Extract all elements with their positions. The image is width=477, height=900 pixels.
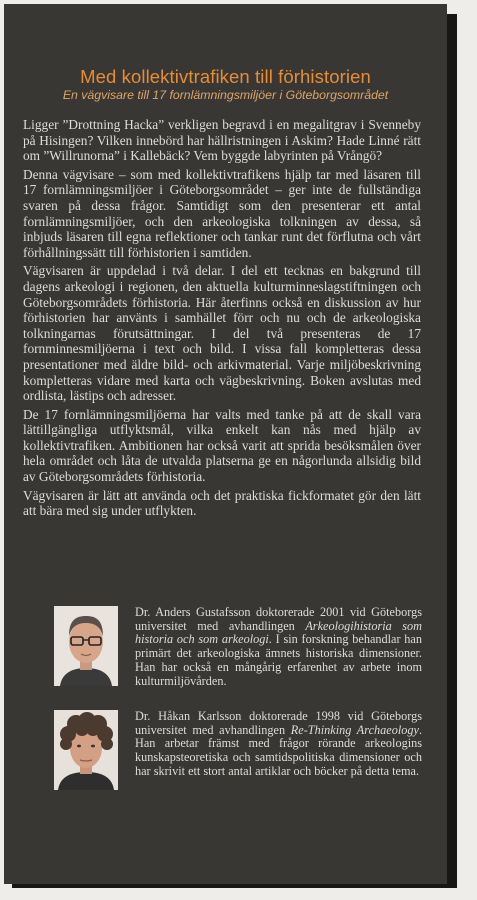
author-bio-gustafsson <box>135 606 422 688</box>
blurb-paragraph: De 17 fornlämningsmiljöerna har valts med tanke på att de skall vara lättillgängliga utflyktsmål, vilka enkelt kan nås med hjälp av kollektivtrafiken. Ambitionen har också varit att sprida besöksmålen över hela området och låta de utvalda platserna ge en någorlunda allsidig bild av Göteborgsområdets förhistoria. <box>23 406 421 485</box>
bio-text: . I sin forskning behandlar han primärt det arkeologiska ämnets historiska dimensioner. Han har också en mångårig erfarenhet av arbete inom kulturmiljövården. <box>135 632 422 688</box>
bio-text: Dr. Anders Gustafsson doktorerade 2001 vid Göteborgs universitet med avhandlingen <box>135 605 422 633</box>
book-title: Med kollektivtrafiken till förhistorien <box>80 66 371 87</box>
dissertation-title: Re-Thinking Archaeology <box>290 722 419 737</box>
author-block-karlsson <box>54 710 424 805</box>
author-block-gustafsson <box>54 606 424 701</box>
blurb-paragraph: Vägvisaren är uppdelad i två delar. I del ett tecknas en bakgrund till dagens arkeologi i regionen, den aktuella kulturminneslagstiftningen och Göteborgsområdets förhistoria. Här återfinns också en diskussion av hur förhistorien har använts i samhället förr och nu och de arkeologiska tolkningarnas förutsättningar. I del två presenteras de 17 fornminnesmiljöerna i text och bild. I vissa fall kompletteras dessa presentationer med äldre bild- och arkivmaterial. Varje miljöbeskrivning kompletteras vidare med karta och vägbeskrivning. Boken avslutas med ordlista, lästips och adresser. <box>23 263 421 404</box>
blurb-paragraph: Denna vägvisare – som med kollektivtrafikens hjälp tar med läsaren till 17 fornlämningsmiljöer i Göteborgsområdet – ger inte de fullständiga svaren på dessa frågor. Samtidigt som den presenterar ett antal fornlämningsmiljöer, och den arkeologiska tolkningen av dessa, så inbjuds läsaren till egna reflektioner och tankar runt det förflutna och vårt förhållningssätt till förhistorien i samtiden. <box>23 166 421 260</box>
book-back-cover <box>4 4 447 884</box>
bio-text: Dr. Håkan Karlsson doktorerade 1998 vid Göteborgs universitet med avhandlingen <box>135 709 422 737</box>
author-bio-karlsson <box>135 710 422 779</box>
bio-text: . Han arbetar främst med frågor rörande arkeologins kunskapsteoretiska och samtidspolitiska dimensioner och har skrivit ett stort antal artiklar och böcker på detta tema. <box>135 722 422 778</box>
blurb-text <box>23 117 421 522</box>
portrait-curly-hair-icon <box>54 710 118 790</box>
author-photo-karlsson <box>54 710 118 790</box>
book-subtitle: En vägvisare till 17 fornlämningsmiljöer i Göteborgsområdet <box>62 88 389 102</box>
blurb-paragraph: Vägvisaren är lätt att använda och det praktiska fickformatet gör den lätt att bära med sig under utflykten. <box>23 487 421 519</box>
blurb-paragraph: Ligger ”Drottning Hacka” verkligen begravd i en megalitgrav i Svenneby på Hisingen? Vilken innebörd har hällristningen i Askim? Hade Linné rätt om ”Willrunorna” i Kallebäck? Vem byggde labyrinten på Vrångö? <box>23 117 421 164</box>
dissertation-title: Arkeologihistoria som historia och som arkeologi <box>135 618 423 647</box>
author-photo-gustafsson <box>54 606 118 686</box>
portrait-glasses-icon <box>54 606 118 686</box>
